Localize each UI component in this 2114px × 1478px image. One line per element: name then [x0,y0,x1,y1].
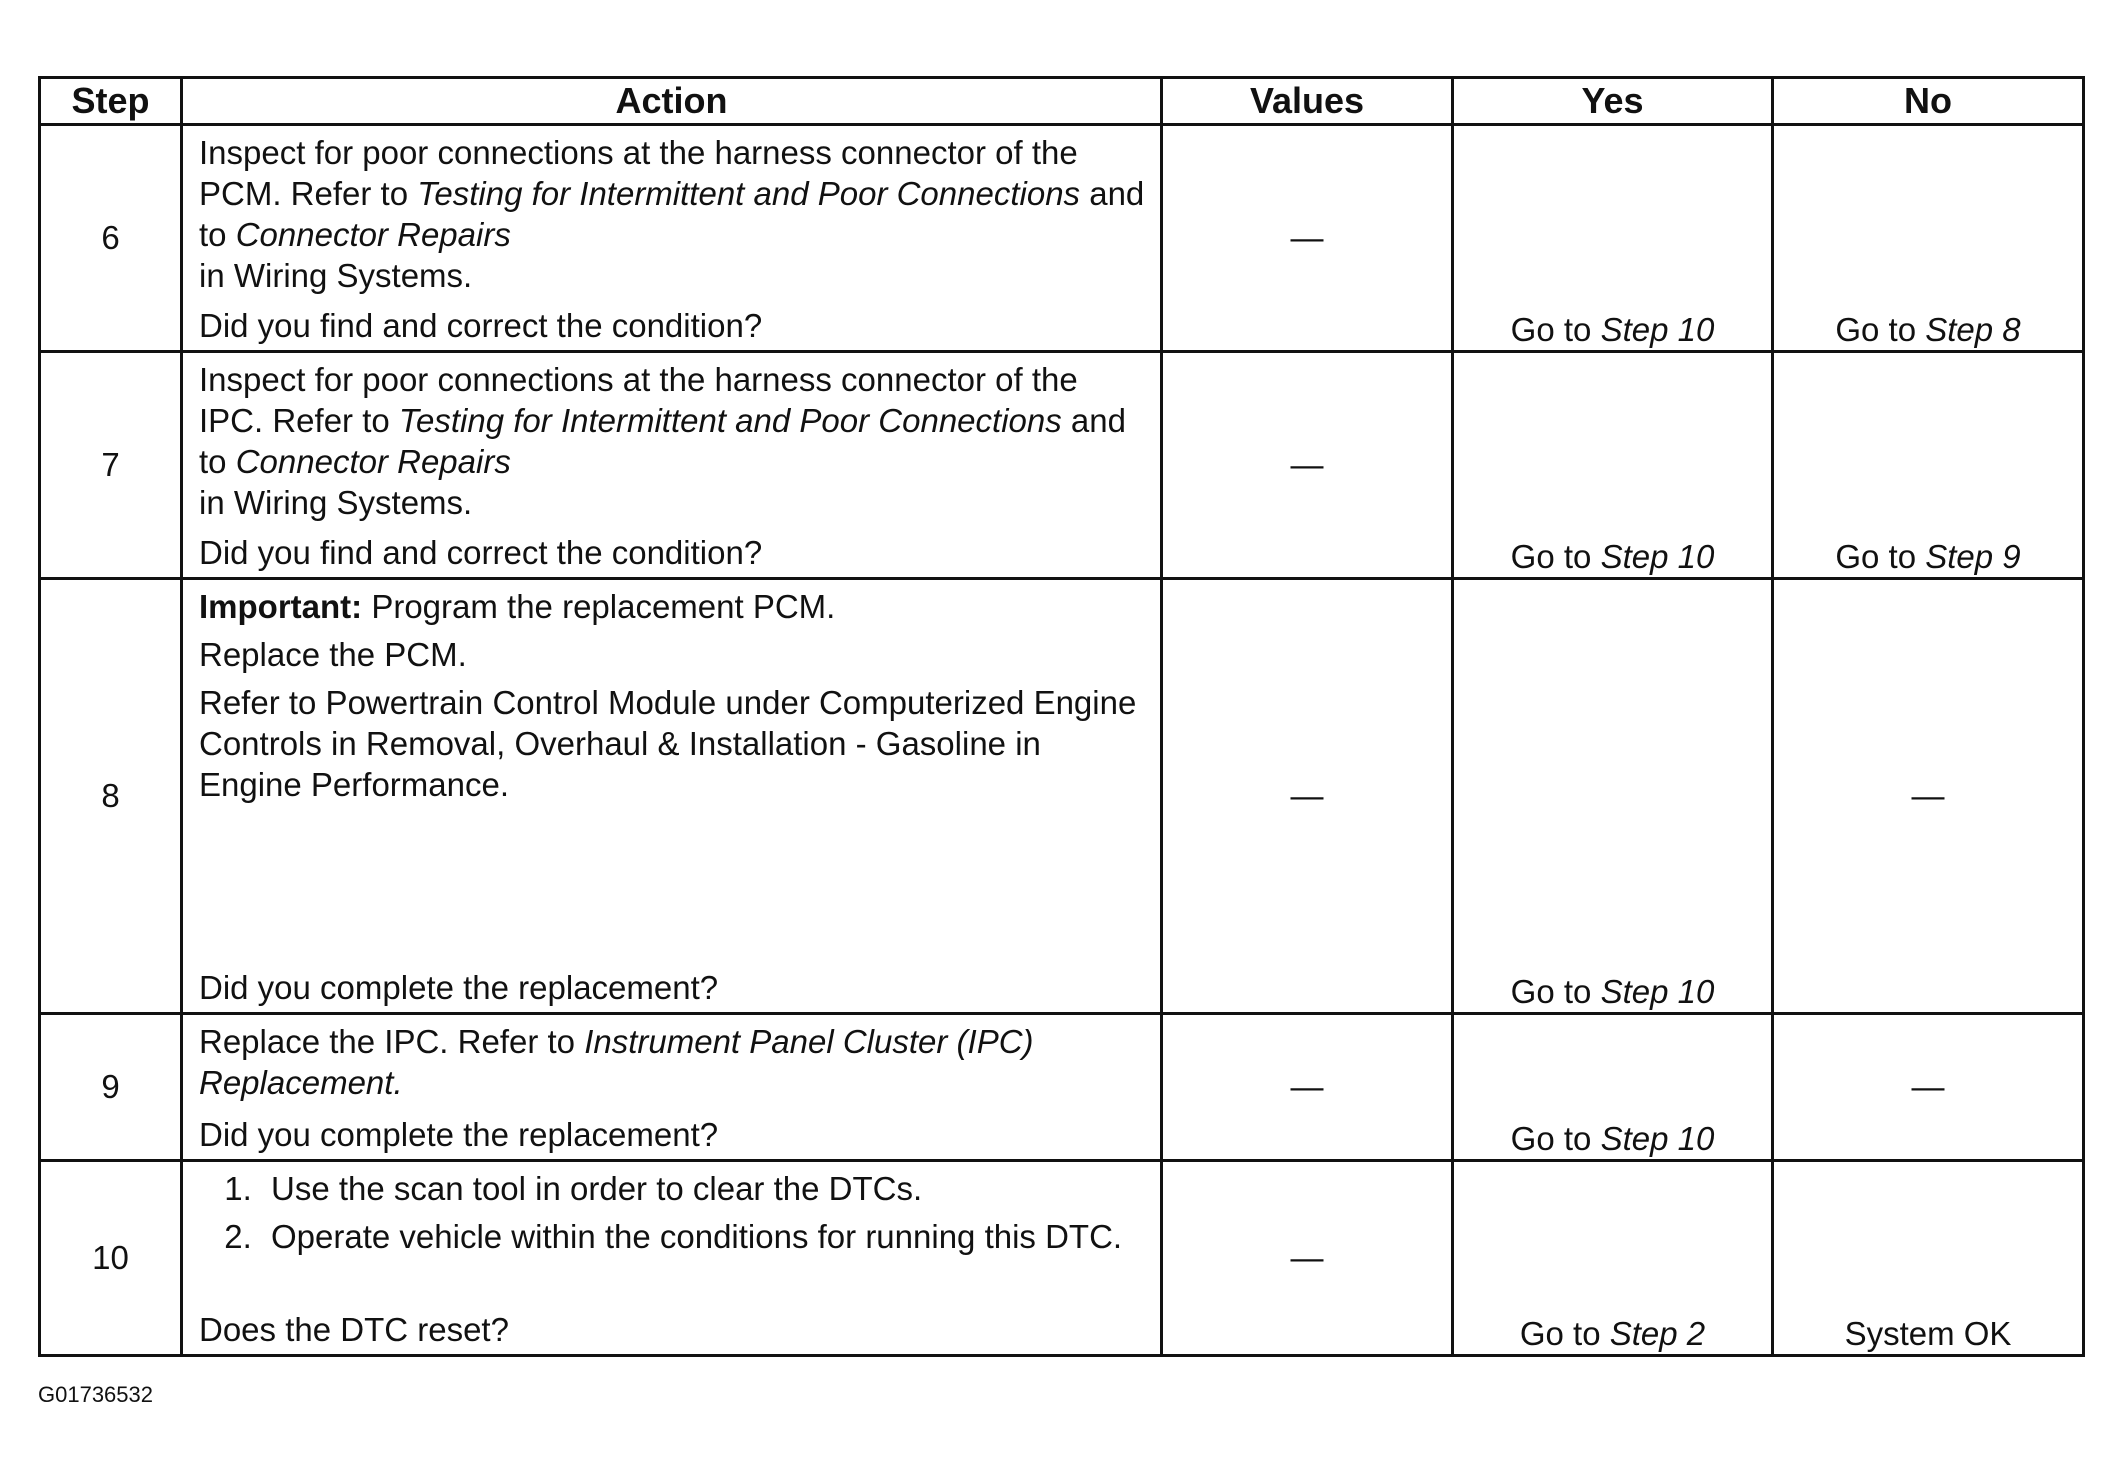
action-cell [182,579,1162,1014]
action-question: Did you find and correct the condition? [199,307,763,344]
action-reference: Refer to Powertrain Control Module under Computerized Engine Controls in Removal, Overhaul & Installation - Gasoline in Engine Performance. [199,684,1137,803]
diagnostic-table [38,76,2085,1357]
no-cell: Go to Step 8 [1773,125,2084,352]
yes-cell: Go to Step 10 [1453,1014,1773,1161]
action-question: Did you complete the replacement? [199,1116,719,1153]
values-cell: — [1162,125,1453,352]
no-cell: System OK [1773,1161,2084,1356]
yes-step-link: Step 10 [1600,1120,1715,1157]
action-question: Did you complete the replacement? [199,969,719,1006]
yes-step-link: Step 2 [1609,1315,1706,1352]
no-cell: — [1773,579,2084,1014]
action-instruction: Inspect for poor connections at the harness connector of the IPC. Refer to Testing for Intermittent and Poor Connections and to Connector Repairs in Wiring Systems. [199,361,1126,521]
action-instruction: Inspect for poor connections at the harness connector of the PCM. Refer to Testing for Intermittent and Poor Connections and to Connector Repairs in Wiring Systems. [199,134,1145,294]
action-instruction: Replace the IPC. Refer to Instrument Panel Cluster (IPC) Replacement. [199,1023,1034,1101]
values-cell: — [1162,1161,1453,1356]
document-id: G01736532 [38,1382,153,1407]
yes-step-link: Step 10 [1600,538,1715,575]
values-cell: — [1162,1014,1453,1161]
yes-step-link: Step 10 [1600,973,1715,1010]
action-question: Did you find and correct the condition? [199,534,763,571]
header-action: Action [182,78,1162,125]
table-row [40,352,2084,579]
no-step-link: Step 8 [1925,311,2021,348]
header-values: Values [1162,78,1453,125]
step-number: 10 [40,1161,182,1356]
important-note: Important: Program the replacement PCM. [199,588,836,625]
values-cell: — [1162,352,1453,579]
no-step-link: Step 9 [1925,538,2021,575]
action-steps-list [199,1168,1150,1257]
no-cell: — [1773,1014,2084,1161]
table-row [40,1161,2084,1356]
header-yes: Yes [1453,78,1773,125]
table-row [40,1014,2084,1161]
step-number: 8 [40,579,182,1014]
header-row [40,78,2084,125]
action-instruction: Replace the PCM. [199,636,467,673]
list-item: 1. Use the scan tool in order to clear the DTCs. [261,1168,1150,1209]
step-number: 9 [40,1014,182,1161]
table-row [40,125,2084,352]
action-cell [182,352,1162,579]
yes-step-link: Step 10 [1600,311,1715,348]
values-cell: — [1162,579,1453,1014]
action-question: Does the DTC reset? [199,1311,509,1348]
list-item: 2. Operate vehicle within the conditions for running this DTC. [261,1216,1150,1257]
action-cell [182,1014,1162,1161]
step-number: 6 [40,125,182,352]
header-step: Step [40,78,182,125]
action-cell [182,1161,1162,1356]
no-cell: Go to Step 9 [1773,352,2084,579]
yes-cell: Go to Step 2 [1453,1161,1773,1356]
yes-cell: Go to Step 10 [1453,579,1773,1014]
yes-cell: Go to Step 10 [1453,352,1773,579]
table-row [40,579,2084,1014]
yes-cell: Go to Step 10 [1453,125,1773,352]
action-cell [182,125,1162,352]
step-number: 7 [40,352,182,579]
header-no: No [1773,78,2084,125]
